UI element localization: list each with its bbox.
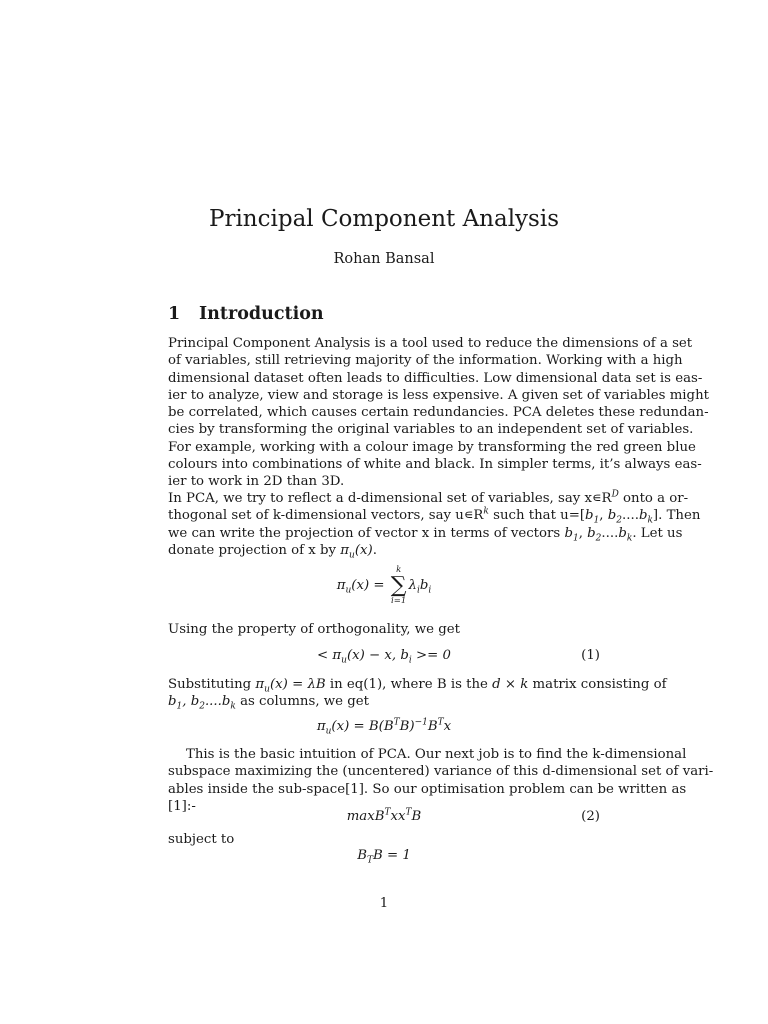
text-line: ables inside the sub-space[1]. So our optimisation problem can be written as	[168, 781, 687, 797]
text-line: we can write the projection of vector x in terms of vectors $b_1$, $b_2....b_k$. Let us	[168, 525, 683, 544]
equation-constraint: $B_TB = 1$	[357, 848, 411, 866]
text-line: thogonal set of k-dimensional vectors, say $u∊R^k$ such that $u=[b_1$, $b_2....b_k$]. Then	[168, 506, 701, 526]
text-subject-to: subject to	[168, 832, 235, 847]
text-line: [1]:-	[168, 798, 196, 814]
text-line: colours into combinations of white and black. In simpler terms, it’s always eas-	[168, 457, 702, 473]
text-line: In PCA, we try to reflect a d-dimensional set of variables, say $x∊R^D$ onto a or-	[168, 489, 689, 506]
text-line: donate projection of x by $\pi_u(x)$.	[168, 542, 377, 561]
text-line: $b_1$, $b_2....b_k$ as columns, we get	[168, 694, 369, 712]
text-line: dimensional dataset often leads to difficulties. Low dimensional data set is eas-	[168, 370, 703, 386]
summation-symbol: k ∑ i=1	[390, 565, 407, 606]
intro-paragraph-2	[168, 489, 701, 561]
text-line: subspace maximizing the (uncentered) variance of this d-dimensional set of vari-	[168, 764, 714, 780]
text-line: ier to analyze, view and storage is less expensive. A given set of variables might	[168, 387, 709, 403]
text-line: Substituting $\pi_u(x) = \lambda B$ in eq(1), where B is the d × k matrix consisting of	[168, 677, 667, 695]
text-line: be correlated, which causes certain redundancies. PCA deletes these redundan-	[168, 405, 709, 421]
text-line: For example, working with a colour image by transforming the red green blue	[168, 439, 696, 455]
substitution-paragraph	[168, 676, 667, 712]
text-orthogonality: Using the property of orthogonality, we get	[168, 622, 460, 637]
text-line: Principal Component Analysis is a tool used to reduce the dimensions of a set	[168, 336, 693, 351]
equation-number-1: (1)	[581, 648, 600, 663]
author-name: Rohan Bansal	[333, 251, 435, 267]
page-number: 1	[379, 896, 389, 911]
intuition-paragraph	[168, 746, 714, 815]
equation-1: < $\pi_u(x) - x$, $b_i >= 0$	[317, 648, 451, 666]
text-line: This is the basic intuition of PCA. Our next job is to find the k-dimensional	[186, 747, 687, 762]
paper-title: Principal Component Analysis	[208, 206, 560, 232]
section-title: Introduction	[199, 304, 324, 324]
section-number: 1	[168, 304, 181, 324]
section-heading	[168, 304, 324, 324]
equation-projection-matrix: $\pi_u(x) = B(B^TB)^{-1}B^Tx$	[316, 717, 452, 737]
intro-paragraph-1	[168, 335, 709, 491]
equation-projection-sum: $\pi_u(x)$ = k ∑ i=1 $\lambda_ib_i$	[336, 565, 432, 606]
text-line: ier to work in 2D than 3D.	[168, 474, 345, 490]
equation-2: $\max B^Txx^TB$	[346, 807, 422, 824]
text-line: cies by transforming the original variables to an independent set of variables.	[168, 422, 694, 438]
text-line: of variables, still retrieving majority of the information. Working with a high	[168, 353, 683, 369]
equation-number-2: (2)	[581, 809, 600, 824]
